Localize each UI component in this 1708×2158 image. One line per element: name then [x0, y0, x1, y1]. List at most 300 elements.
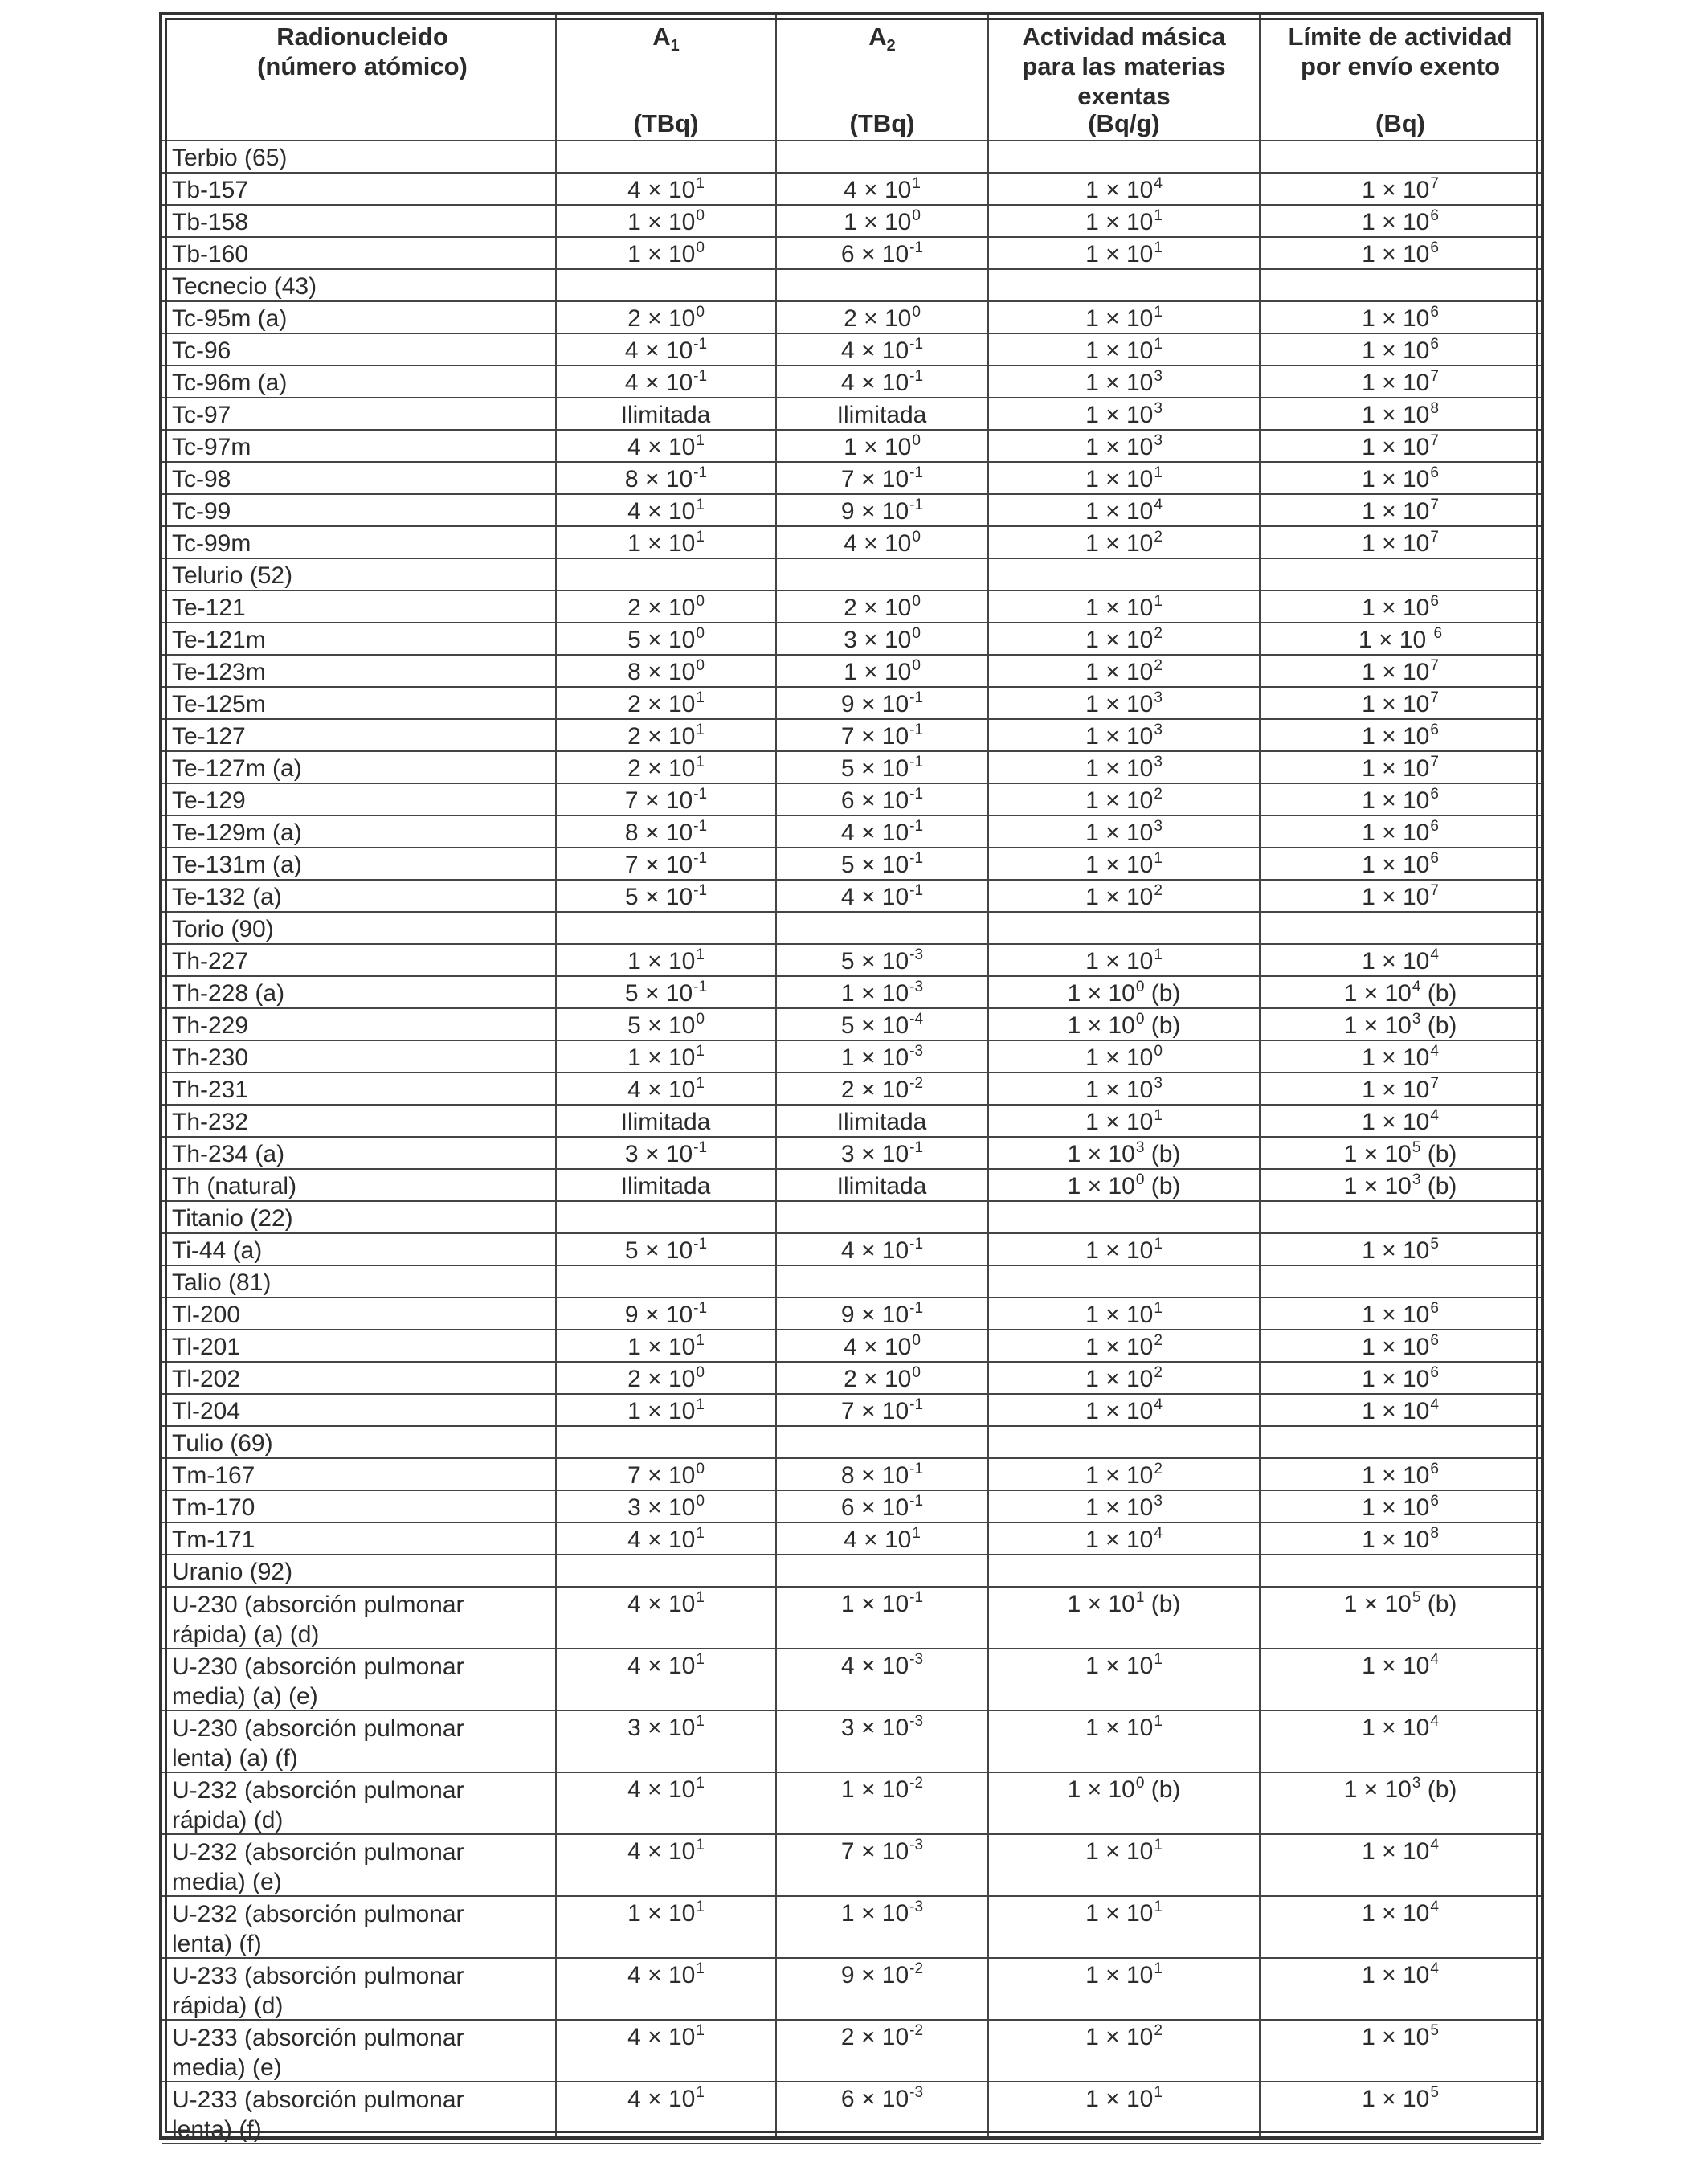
activity-limit-value	[1260, 623, 1541, 654]
a1-value	[556, 1234, 776, 1265]
radionuclide-name-line1: Tm-167	[172, 1462, 255, 1489]
radionuclide-name	[169, 2082, 556, 2143]
a1-value-exponent: 1	[696, 497, 705, 513]
mass-activity-value	[988, 206, 1260, 236]
radionuclide-name	[169, 1009, 556, 1040]
a2-value	[776, 1234, 988, 1265]
a2-value-base: 3 × 10	[840, 1141, 909, 1167]
mass-activity-value-exponent: 2	[1154, 882, 1163, 899]
activity-limit-value	[1260, 431, 1541, 461]
column-divider	[987, 15, 989, 2136]
mass-activity-value	[988, 1459, 1260, 1490]
radionuclide-name	[169, 623, 556, 654]
header-mass-activity-line2: para las materias	[1022, 52, 1226, 80]
mass-activity-value-base: 1 × 10	[1085, 1302, 1154, 1328]
a2-value-exponent: 0	[912, 657, 921, 674]
a2-value-base: 4 × 10	[844, 177, 912, 203]
activity-limit-value-exponent: 5	[1430, 1236, 1439, 1253]
a1-value-exponent: 0	[696, 1493, 705, 1510]
radionuclide-name-line1: Tc-97	[172, 402, 231, 428]
radionuclide-name-line1: Th-228 (a)	[172, 980, 285, 1007]
table-row	[162, 656, 1541, 688]
activity-limit-value-exponent: 4	[1430, 1043, 1439, 1060]
table-row	[162, 495, 1541, 527]
a2-value	[776, 238, 988, 268]
table-row	[162, 784, 1541, 816]
activity-limit-value-base: 1 × 10	[1362, 1302, 1430, 1328]
activity-limit-value-base: 1 × 10	[1362, 1900, 1430, 1927]
table-row	[162, 1363, 1541, 1395]
activity-limit-value-base: 1 × 10	[1362, 434, 1430, 460]
mass-activity-value-note: (b)	[1144, 1173, 1181, 1200]
header-a1-unit: (TBq)	[633, 109, 699, 137]
mass-activity-value	[988, 2082, 1260, 2143]
mass-activity-value	[988, 431, 1260, 461]
radionuclide-name	[169, 816, 556, 847]
mass-activity-value-exponent: 1	[1154, 1651, 1163, 1668]
a2-value	[776, 431, 988, 461]
a2-value-exponent: -1	[909, 464, 924, 481]
table-row	[162, 848, 1541, 881]
radionuclide-name	[169, 1491, 556, 1522]
radionuclide-name-line1: Tc-95m (a)	[172, 305, 288, 332]
mass-activity-value-exponent: 4	[1154, 175, 1163, 192]
a1-value-exponent: 0	[696, 593, 705, 610]
a1-value-base: 8 × 10	[627, 659, 696, 685]
mass-activity-value-base: 1 × 10	[1085, 402, 1154, 428]
column-divider	[555, 15, 557, 2136]
header-mass-activity-line1: Actividad másica	[1022, 22, 1226, 51]
radionuclide-name-line1: U-232 (absorción pulmonar	[172, 1839, 464, 1866]
mass-activity-value	[988, 784, 1260, 815]
activity-limit-value	[1260, 1298, 1541, 1329]
activity-limit-value-exponent: 6	[1433, 625, 1443, 642]
mass-activity-value-base: 1 × 10	[1085, 209, 1154, 235]
a1-value	[556, 848, 776, 879]
a2-value-base: 9 × 10	[840, 691, 909, 717]
a1-value-base: 4 × 10	[627, 1591, 696, 1617]
activity-limit-value	[1260, 302, 1541, 333]
mass-activity-value-exponent: 3	[1154, 432, 1163, 449]
activity-limit-value-exponent: 5	[1412, 1589, 1421, 1606]
mass-activity-value-base: 1 × 10	[1085, 1366, 1154, 1392]
radionuclide-name-line1: Tecnecio (43)	[172, 273, 317, 300]
mass-activity-value-exponent: 1	[1154, 2084, 1163, 2101]
mass-activity-value	[988, 334, 1260, 365]
a1-value-exponent: 0	[696, 304, 705, 321]
element-group-label	[169, 1555, 556, 1586]
table-group-row	[162, 270, 1541, 302]
activity-limit-value-base: 1 × 10	[1362, 498, 1430, 525]
table-header	[162, 18, 1541, 141]
a1-value-exponent: -1	[693, 786, 708, 803]
a2-value	[776, 1835, 988, 1895]
mass-activity-value-base: 1 × 10	[1085, 627, 1154, 653]
a1-value-exponent: 1	[696, 1651, 705, 1668]
radionuclide-name-line1: Tulio (69)	[172, 1430, 273, 1457]
activity-limit-value-exponent: 4	[1412, 979, 1421, 995]
radionuclide-name-line1: Te-132 (a)	[172, 884, 282, 910]
a1-value	[556, 431, 776, 461]
a2-value	[776, 1073, 988, 1104]
a2-value	[776, 881, 988, 911]
activity-limit-value-base: 1 × 10	[1362, 1077, 1430, 1103]
activity-limit-value	[1260, 206, 1541, 236]
table-row	[162, 398, 1541, 431]
a2-value-base: 4 × 10	[844, 1527, 912, 1553]
activity-limit-value-exponent: 7	[1430, 657, 1439, 674]
radionuclide-name-line1: Tl-204	[172, 1398, 241, 1424]
a1-value-base: 2 × 10	[627, 755, 696, 782]
a1-value-exponent: 0	[696, 1011, 705, 1028]
activity-limit-value-base: 1 × 10	[1362, 1237, 1430, 1264]
mass-activity-value	[988, 1588, 1260, 1648]
a2-value	[776, 334, 988, 365]
mass-activity-value-base: 1 × 10	[1085, 659, 1154, 685]
radionuclide-name-line2: media) (e)	[172, 1869, 282, 1895]
a2-value-exponent: 0	[912, 529, 921, 546]
a1-value	[556, 302, 776, 333]
a2-value	[776, 1897, 988, 1957]
radionuclide-name	[169, 784, 556, 815]
a2-value-exponent: -1	[909, 721, 924, 738]
header-activity-limit-unit: (Bq)	[1375, 109, 1425, 137]
a1-value-exponent: -1	[693, 1139, 708, 1156]
radionuclide-name-line1: U-230 (absorción pulmonar	[172, 1592, 464, 1618]
table-row	[162, 1491, 1541, 1523]
header-a1	[556, 18, 776, 140]
activity-limit-value-base: 1 × 10	[1343, 1776, 1412, 1803]
a2-value-base: 9 × 10	[840, 498, 909, 525]
mass-activity-value-note: (b)	[1144, 1141, 1181, 1167]
radionuclide-name	[169, 366, 556, 397]
radionuclide-name-line2: rápida) (d)	[172, 1992, 284, 2019]
a1-value-base: 2 × 10	[627, 595, 696, 621]
a2-value-exponent: -1	[909, 1300, 924, 1317]
activity-limit-value	[1260, 1523, 1541, 1554]
radionuclide-name	[169, 752, 556, 783]
table-row	[162, 1395, 1541, 1427]
activity-limit-value-exponent: 7	[1430, 175, 1439, 192]
activity-limit-value-exponent: 6	[1430, 207, 1439, 224]
mass-activity-value-base: 1 × 10	[1085, 787, 1154, 814]
mass-activity-value-base: 1 × 10	[1085, 530, 1154, 557]
a2-value-base: 4 × 10	[840, 884, 909, 910]
a1-value-base: 1 × 10	[627, 241, 696, 268]
mass-activity-value-base: 1 × 10	[1085, 595, 1154, 621]
a2-value-exponent: -1	[909, 1493, 924, 1510]
radionuclide-name	[169, 1835, 556, 1895]
activity-limit-value-exponent: 7	[1430, 368, 1439, 385]
a2-value-base: 2 × 10	[840, 2024, 909, 2050]
mass-activity-value-base: 1 × 10	[1085, 1653, 1154, 1679]
activity-limit-value-base: 1 × 10	[1362, 1715, 1430, 1741]
activity-limit-value	[1260, 720, 1541, 750]
a2-value-base: 6 × 10	[840, 1494, 909, 1521]
a1-value	[556, 881, 776, 911]
activity-limit-value	[1260, 816, 1541, 847]
table-row	[162, 1041, 1541, 1073]
a2-value	[776, 656, 988, 686]
a1-value	[556, 1959, 776, 2019]
activity-limit-value	[1260, 238, 1541, 268]
mass-activity-value-exponent: 2	[1154, 1461, 1163, 1477]
activity-limit-value	[1260, 1170, 1541, 1200]
a1-value	[556, 463, 776, 493]
radionuclide-name	[169, 591, 556, 622]
a2-value-base: 1 × 10	[840, 1900, 909, 1927]
mass-activity-value-base: 1 × 10	[1085, 498, 1154, 525]
mass-activity-value-exponent: 1	[1154, 850, 1163, 867]
a1-value	[556, 1588, 776, 1648]
header-radionuclide-line2: (número atómico)	[257, 52, 468, 80]
a1-value-base: 1 × 10	[627, 1334, 696, 1360]
a2-value-exponent: -1	[909, 1589, 924, 1606]
radionuclide-name	[169, 1138, 556, 1168]
activity-limit-value-base: 1 × 10	[1362, 530, 1430, 557]
table-row	[162, 1106, 1541, 1138]
mass-activity-value-exponent: 1	[1154, 239, 1163, 256]
mass-activity-value-exponent: 4	[1154, 497, 1163, 513]
activity-limit-value	[1260, 174, 1541, 204]
a1-value-exponent: 1	[696, 1332, 705, 1349]
activity-limit-value-base: 1 × 10	[1362, 1527, 1430, 1553]
table-row	[162, 527, 1541, 559]
a1-value	[556, 1773, 776, 1833]
a2-value	[776, 1959, 988, 2019]
activity-limit-value-exponent: 7	[1430, 1075, 1439, 1092]
a2-value-exponent: -4	[909, 1011, 924, 1028]
a2-value-exponent: 0	[912, 625, 921, 642]
activity-limit-value-base: 1 × 10	[1362, 1653, 1430, 1679]
mass-activity-value-exponent: 1	[1135, 1589, 1145, 1606]
mass-activity-value-base: 1 × 10	[1085, 1838, 1154, 1865]
radionuclide-name-line1: Telurio (52)	[172, 562, 293, 589]
table-row	[162, 688, 1541, 720]
mass-activity-value-base: 1 × 10	[1085, 723, 1154, 750]
activity-limit-value	[1260, 977, 1541, 1007]
a2-value	[776, 1009, 988, 1040]
radionuclide-name	[169, 1170, 556, 1200]
radionuclide-name	[169, 1897, 556, 1957]
activity-limit-value-base: 1 × 10	[1362, 241, 1430, 268]
header-activity-limit-line1: Límite de actividad	[1288, 22, 1513, 51]
a2-value-base: 4 × 10	[840, 370, 909, 396]
a2-value-base: 5 × 10	[840, 852, 909, 878]
a1-value	[556, 1491, 776, 1522]
table-group-row	[162, 913, 1541, 945]
radionuclide-name-line1: Th-227	[172, 948, 249, 975]
a1-value-base: 4 × 10	[627, 2086, 696, 2112]
mass-activity-value-base: 1 × 10	[1067, 1776, 1135, 1803]
activity-limit-value-exponent: 7	[1430, 497, 1439, 513]
mass-activity-value-note: (b)	[1144, 1591, 1181, 1617]
radionuclide-name	[169, 238, 556, 268]
activity-limit-value	[1260, 1009, 1541, 1040]
mass-activity-value	[988, 1073, 1260, 1104]
element-group-label	[169, 270, 556, 300]
radionuclide-name	[169, 495, 556, 525]
a2-value-base: 1 × 10	[840, 1591, 909, 1617]
mass-activity-value-exponent: 1	[1154, 1107, 1163, 1124]
a2-value-exponent: 1	[912, 1525, 921, 1542]
a1-value-base: 5 × 10	[624, 1237, 693, 1264]
table-row	[162, 977, 1541, 1009]
a2-value	[776, 2021, 988, 2081]
radionuclide-name	[169, 945, 556, 975]
radionuclide-name	[169, 334, 556, 365]
a1-value-base: 4 × 10	[627, 2024, 696, 2050]
mass-activity-value-exponent: 0	[1135, 979, 1145, 995]
a1-value-base: 4 × 10	[624, 337, 693, 364]
activity-limit-value	[1260, 784, 1541, 815]
mass-activity-value-exponent: 0	[1154, 1043, 1163, 1060]
radionuclide-name	[169, 1330, 556, 1361]
activity-limit-value-exponent: 6	[1430, 593, 1439, 610]
activity-limit-value	[1260, 1711, 1541, 1772]
radionuclide-name-line1: Th-229	[172, 1012, 249, 1039]
activity-limit-value-base: 1 × 10	[1343, 1591, 1412, 1617]
header-mass-activity-line3: exentas	[1077, 82, 1171, 110]
table-row	[162, 431, 1541, 463]
mass-activity-value-exponent: 1	[1154, 1713, 1163, 1730]
a2-value	[776, 977, 988, 1007]
mass-activity-value	[988, 752, 1260, 783]
activity-limit-value-base: 1 × 10	[1362, 1109, 1430, 1135]
a2-value	[776, 302, 988, 333]
a2-value-base: 7 × 10	[840, 1398, 909, 1424]
table-row	[162, 1298, 1541, 1330]
a1-value	[556, 1138, 776, 1168]
mass-activity-value-note: (b)	[1144, 1776, 1181, 1803]
activity-limit-value	[1260, 334, 1541, 365]
a1-value	[556, 1711, 776, 1772]
table-row	[162, 2021, 1541, 2082]
table-row	[162, 1234, 1541, 1266]
a1-value-base: 5 × 10	[627, 1012, 696, 1039]
a2-value	[776, 463, 988, 493]
activity-limit-value-base: 1 × 10	[1362, 370, 1430, 396]
header-activity-limit-line2: por envío exento	[1300, 52, 1501, 80]
a1-value	[556, 1298, 776, 1329]
activity-limit-value-base: 1 × 10	[1362, 1398, 1430, 1424]
activity-limit-value	[1260, 1395, 1541, 1425]
header-a2-unit: (TBq)	[849, 109, 915, 137]
a1-value-exponent: 0	[696, 657, 705, 674]
a1-value-base: 9 × 10	[624, 1302, 693, 1328]
radionuclide-name-line1: Th-232	[172, 1109, 249, 1135]
a1-value-exponent: 1	[696, 529, 705, 546]
radionuclide-name	[169, 1959, 556, 2019]
activity-limit-value-base: 1 × 10	[1358, 627, 1433, 653]
table-row	[162, 366, 1541, 398]
a2-value-exponent: -3	[909, 1651, 924, 1668]
activity-limit-value-note: (b)	[1420, 980, 1457, 1007]
a2-value	[776, 1459, 988, 1490]
activity-limit-value-base: 1 × 10	[1343, 1173, 1412, 1200]
mass-activity-value	[988, 174, 1260, 204]
a2-value	[776, 848, 988, 879]
table-row	[162, 302, 1541, 334]
a2-value-base: 1 × 10	[840, 1044, 909, 1071]
a2-value-exponent: -1	[909, 786, 924, 803]
a1-value-base: Ilimitada	[620, 1173, 711, 1200]
radionuclide-name	[169, 1459, 556, 1490]
a1-value-exponent: -1	[693, 336, 708, 353]
a2-value	[776, 1138, 988, 1168]
mass-activity-value-base: 1 × 10	[1067, 980, 1135, 1007]
mass-activity-value-base: 1 × 10	[1085, 1715, 1154, 1741]
activity-limit-value-exponent: 7	[1430, 432, 1439, 449]
a2-value-base: 1 × 10	[844, 434, 912, 460]
activity-limit-value-exponent: 6	[1430, 818, 1439, 835]
mass-activity-value	[988, 656, 1260, 686]
a2-value-base: 4 × 10	[840, 1237, 909, 1264]
mass-activity-value-exponent: 2	[1154, 2022, 1163, 2039]
radionuclide-name	[169, 1773, 556, 1833]
activity-limit-value-exponent: 4	[1430, 1898, 1439, 1915]
a1-value-exponent: 1	[696, 1075, 705, 1092]
header-activity-limit	[1260, 18, 1541, 140]
activity-limit-value-exponent: 7	[1430, 754, 1439, 770]
a1-value-exponent: -1	[693, 818, 708, 835]
radionuclide-name	[169, 1106, 556, 1136]
a1-value	[556, 206, 776, 236]
table-row	[162, 463, 1541, 495]
mass-activity-value-base: 1 × 10	[1085, 466, 1154, 492]
activity-limit-value	[1260, 1041, 1541, 1072]
a2-value-base: Ilimitada	[836, 1173, 927, 1200]
activity-limit-value-exponent: 7	[1430, 689, 1439, 706]
a1-value-exponent: 1	[696, 1713, 705, 1730]
mass-activity-value-base: 1 × 10	[1085, 1334, 1154, 1360]
mass-activity-value	[988, 816, 1260, 847]
activity-limit-value-exponent: 6	[1430, 1364, 1439, 1381]
mass-activity-value-exponent: 2	[1154, 529, 1163, 546]
radionuclide-name-line1: Talio (81)	[172, 1269, 272, 1296]
activity-limit-value-base: 1 × 10	[1362, 948, 1430, 975]
a1-value-base: 4 × 10	[627, 434, 696, 460]
radionuclide-name-line2: lenta) (f)	[172, 1931, 262, 1957]
activity-limit-value-exponent: 4	[1430, 1107, 1439, 1124]
a2-value-exponent: -1	[909, 850, 924, 867]
mass-activity-value	[988, 238, 1260, 268]
activity-limit-value	[1260, 1959, 1541, 2019]
a1-value	[556, 1459, 776, 1490]
table-row	[162, 1330, 1541, 1363]
a2-value	[776, 174, 988, 204]
radionuclide-name	[169, 1588, 556, 1648]
mass-activity-value-exponent: 1	[1154, 207, 1163, 224]
a2-value	[776, 206, 988, 236]
a2-value-base: 7 × 10	[840, 1838, 909, 1865]
activity-limit-value-exponent: 6	[1430, 304, 1439, 321]
a2-value-base: 2 × 10	[844, 595, 912, 621]
a2-value-exponent: -3	[909, 1837, 924, 1854]
a2-value	[776, 1363, 988, 1393]
column-divider	[775, 15, 777, 2136]
a2-value	[776, 495, 988, 525]
a1-value-exponent: 1	[696, 1589, 705, 1606]
a1-value	[556, 174, 776, 204]
activity-limit-value-note: (b)	[1420, 1591, 1457, 1617]
radionuclide-name-line1: Th-230	[172, 1044, 249, 1071]
a2-value-exponent: -1	[909, 882, 924, 899]
mass-activity-value-base: 1 × 10	[1085, 2086, 1154, 2112]
a2-value-base: 6 × 10	[840, 787, 909, 814]
a1-value	[556, 495, 776, 525]
mass-activity-value	[988, 1106, 1260, 1136]
